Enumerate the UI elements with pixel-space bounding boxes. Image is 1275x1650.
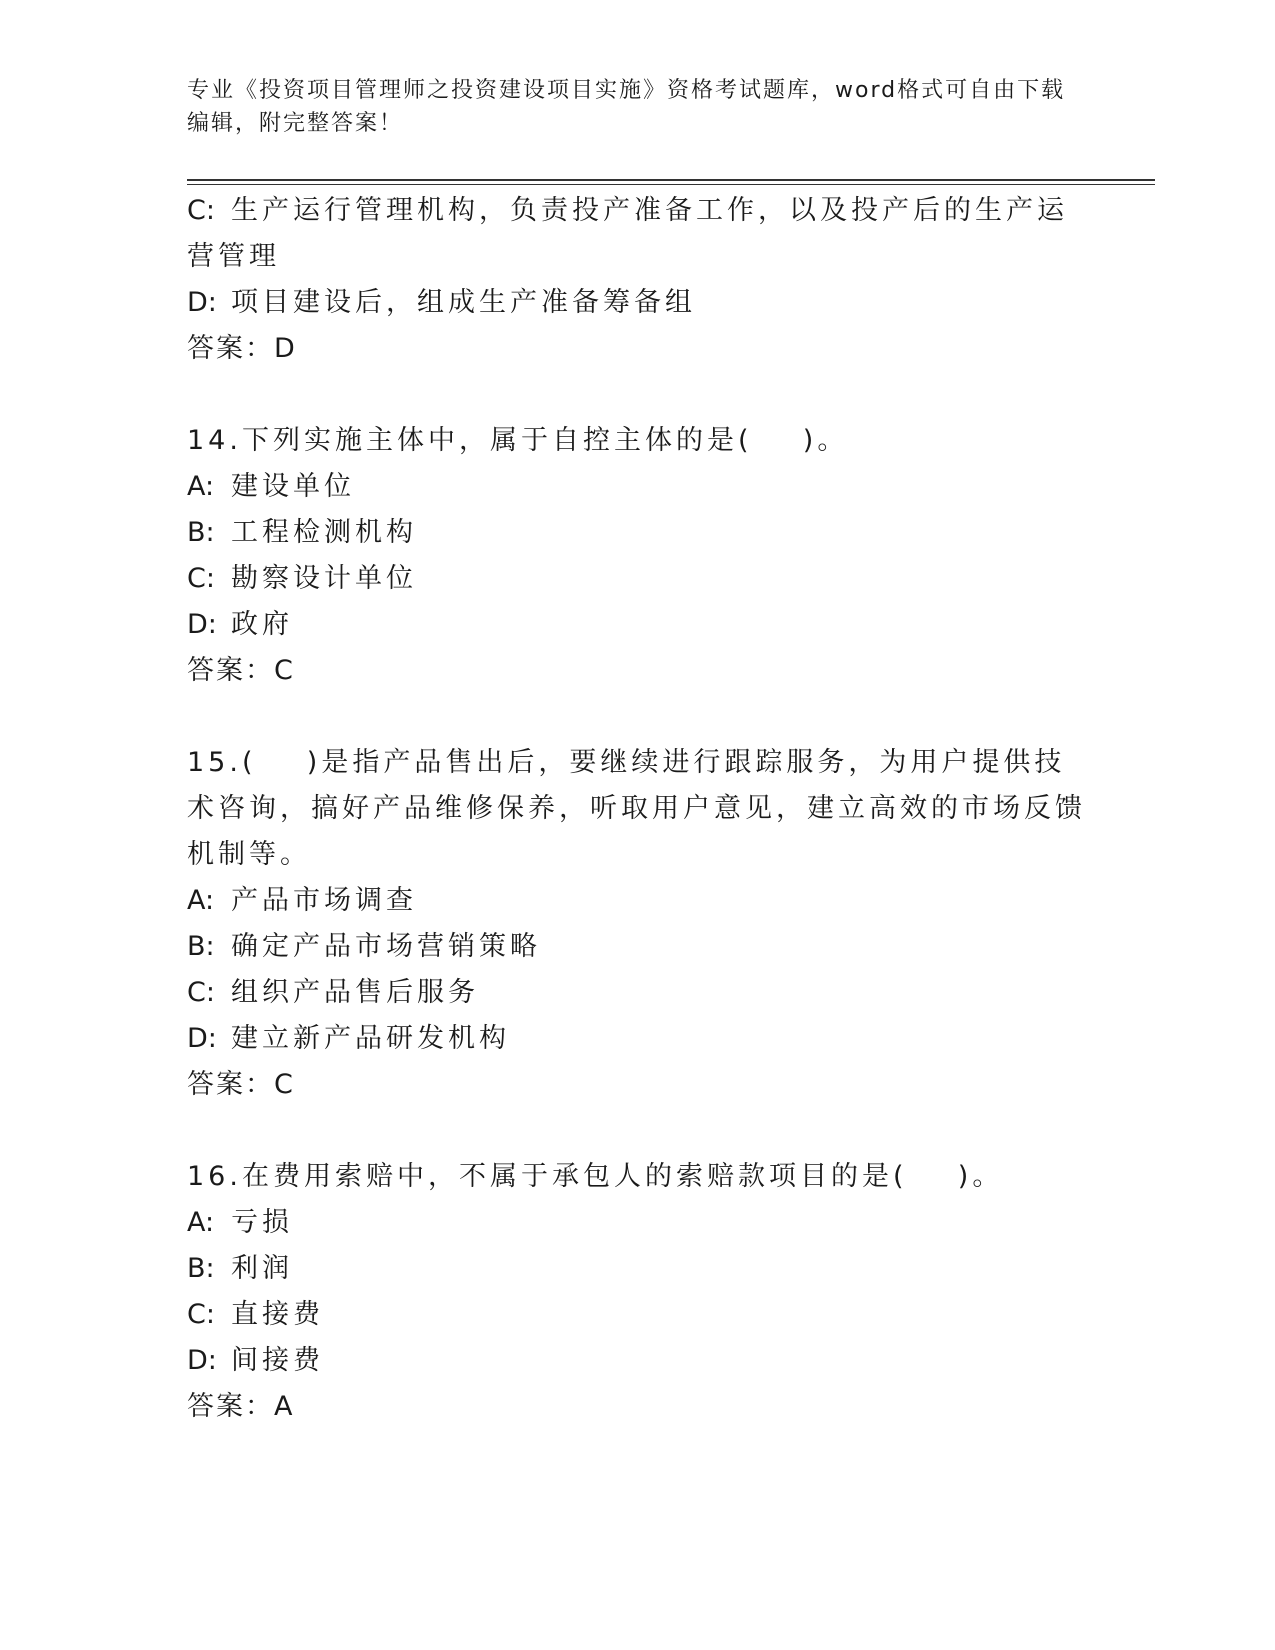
option-b	[187, 924, 1087, 970]
answer: 答案：C	[187, 655, 295, 686]
option-a	[187, 878, 1087, 924]
option-text: 建设单位	[231, 471, 355, 502]
option-text: 亏损	[231, 1207, 293, 1238]
option-key: B:	[187, 1253, 215, 1284]
option-a	[187, 464, 1087, 510]
option-key: D:	[187, 1023, 217, 1054]
question-stem: 16.在费用索赔中，不属于承包人的索赔款项目的是( )。	[187, 1161, 1004, 1192]
question-13	[187, 188, 1087, 372]
option-d	[187, 602, 1087, 648]
option-key: C:	[187, 1299, 215, 1330]
header-divider	[187, 179, 1155, 185]
question-list	[187, 188, 1087, 1430]
option-text: 利润	[231, 1253, 293, 1284]
document-header: 专业《投资项目管理师之投资建设项目实施》资格考试题库，word格式可自由下载编辑，附完整答案！	[187, 78, 1066, 136]
option-key: B:	[187, 517, 215, 548]
option-text: 政府	[231, 609, 293, 640]
option-text: 组织产品售后服务	[231, 977, 479, 1008]
option-d	[187, 280, 1087, 326]
question-stem: 14.下列实施主体中，属于自控主体的是( )。	[187, 425, 849, 456]
option-c	[187, 1292, 1087, 1338]
option-text: 生产运行管理机构，负责投产准备工作，以及投产后的生产运营管理	[187, 195, 1068, 272]
question-16	[187, 1154, 1087, 1430]
option-d	[187, 1016, 1087, 1062]
option-c	[187, 556, 1087, 602]
option-text: 工程检测机构	[231, 517, 417, 548]
option-key: D:	[187, 287, 217, 318]
option-key: C:	[187, 563, 215, 594]
option-a	[187, 1200, 1087, 1246]
option-key: A:	[187, 1207, 215, 1238]
option-c	[187, 970, 1087, 1016]
option-b	[187, 510, 1087, 556]
option-key: C:	[187, 195, 215, 226]
option-key: D:	[187, 609, 217, 640]
question-14	[187, 418, 1087, 694]
option-text: 产品市场调查	[231, 885, 417, 916]
option-c	[187, 188, 1087, 280]
answer: 答案：D	[187, 333, 297, 364]
option-d	[187, 1338, 1087, 1384]
option-text: 勘察设计单位	[231, 563, 417, 594]
option-text: 间接费	[231, 1345, 324, 1376]
option-key: A:	[187, 885, 215, 916]
answer: 答案：C	[187, 1069, 295, 1100]
answer: 答案：A	[187, 1391, 295, 1422]
question-stem: 15.( )是指产品售出后，要继续进行跟踪服务，为用户提供技术咨询，搞好产品维修保养，听取用户意见，建立高效的市场反馈机制等。	[187, 747, 1086, 870]
option-key: C:	[187, 977, 215, 1008]
option-b	[187, 1246, 1087, 1292]
option-key: A:	[187, 471, 215, 502]
option-key: B:	[187, 931, 215, 962]
option-text: 确定产品市场营销策略	[231, 931, 541, 962]
option-text: 建立新产品研发机构	[231, 1023, 510, 1054]
option-key: D:	[187, 1345, 217, 1376]
option-text: 项目建设后，组成生产准备筹备组	[231, 287, 696, 318]
question-15	[187, 740, 1087, 1108]
option-text: 直接费	[231, 1299, 324, 1330]
